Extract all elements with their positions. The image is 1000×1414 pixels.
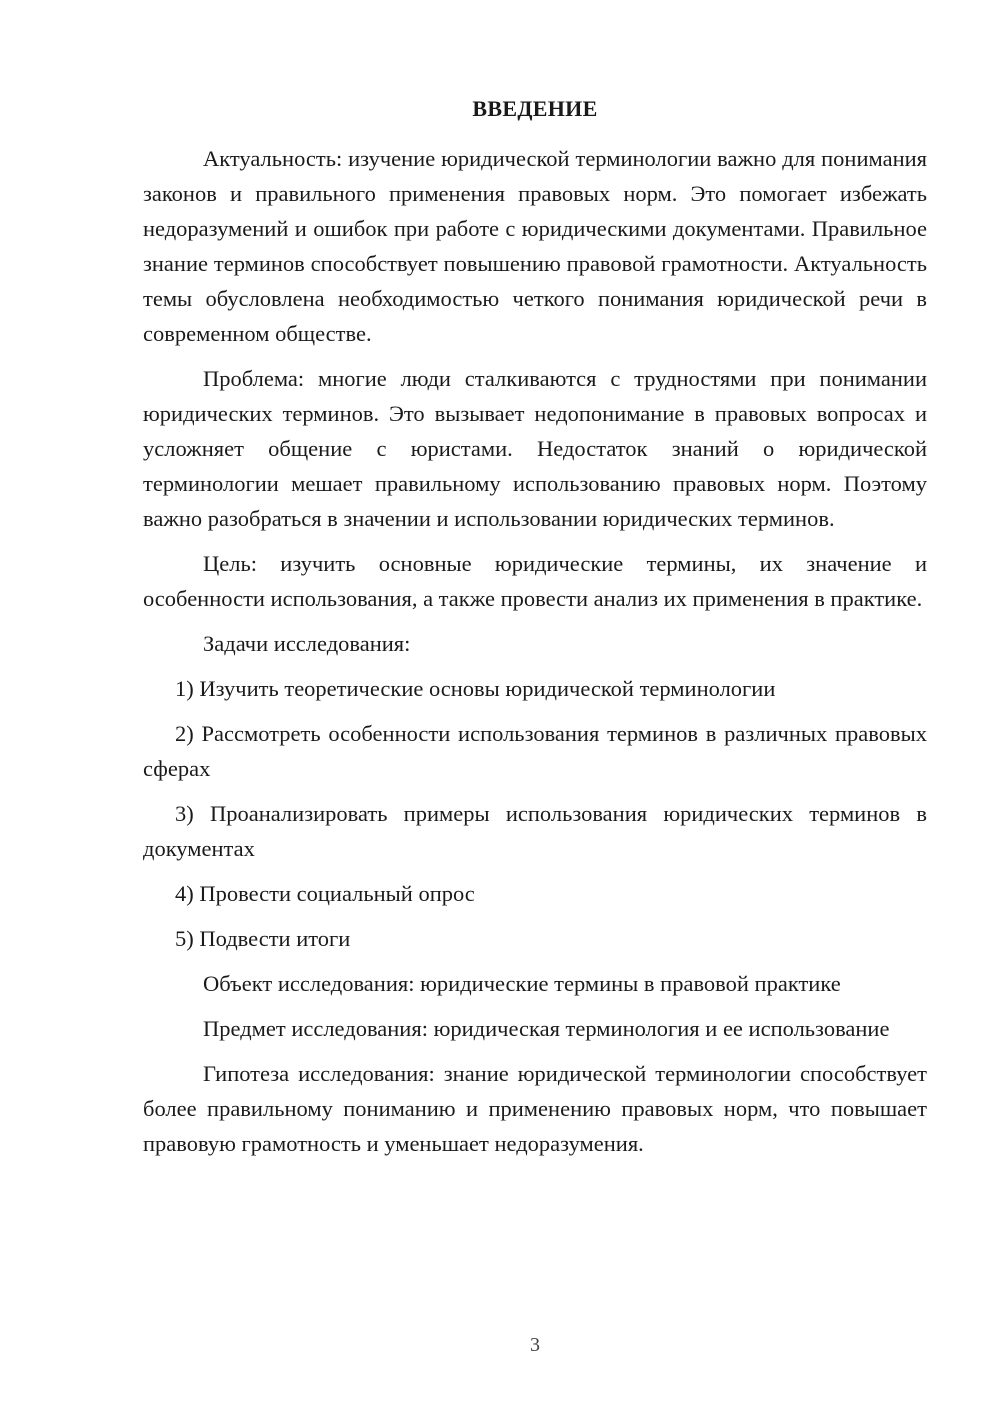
paragraph-problem: Проблема: многие люди сталкиваются с трудностями при понимании юридических терминов. Это вызывает недопонимание в правовых вопросах и усложняет общение с юристами. Недостаток знаний о юридической терминологии мешает правильному использованию правовых норм. Поэтому важно разобраться в значении и использовании юридических терминов.: [143, 366, 927, 531]
task-item-2: 2) Рассмотреть особенности использования терминов в различных правовых сферах: [143, 721, 927, 781]
task-item-3: 3) Проанализировать примеры использования юридических терминов в документах: [143, 801, 927, 861]
section-title: ВВЕДЕНИЕ: [472, 96, 598, 121]
document-body: [143, 141, 927, 1161]
paragraph-relevance: Актуальность: изучение юридической терминологии важно для понимания законов и правильного применения правовых норм. Это помогает избежать недоразумений и ошибок при работе с юридическими документами. Правильное знание терминов способствует повышению правовой грамотности. Актуальность темы обусловлена необходимостью четкого понимания юридической речи в современном обществе.: [143, 146, 927, 346]
paragraph-object: Объект исследования: юридические термины в правовой практике: [203, 971, 841, 996]
task-item-4: 4) Провести социальный опрос: [175, 881, 475, 906]
paragraph-hypothesis: Гипотеза исследования: знание юридической терминологии способствует более правильному пониманию и применению правовых норм, что повышает правовую грамотность и уменьшает недоразумения.: [143, 1061, 927, 1156]
task-item-1: 1) Изучить теоретические основы юридической терминологии: [175, 676, 776, 701]
task-item-5: 5) Подвести итоги: [175, 926, 351, 951]
page-number: 3: [530, 1334, 540, 1356]
paragraph-subject: Предмет исследования: юридическая терминология и ее использование: [203, 1016, 890, 1041]
paragraph-tasks-heading: Задачи исследования:: [203, 631, 411, 656]
paragraph-goal: Цель: изучить основные юридические термины, их значение и особенности использования, а также провести анализ их применения в практике.: [143, 551, 927, 611]
